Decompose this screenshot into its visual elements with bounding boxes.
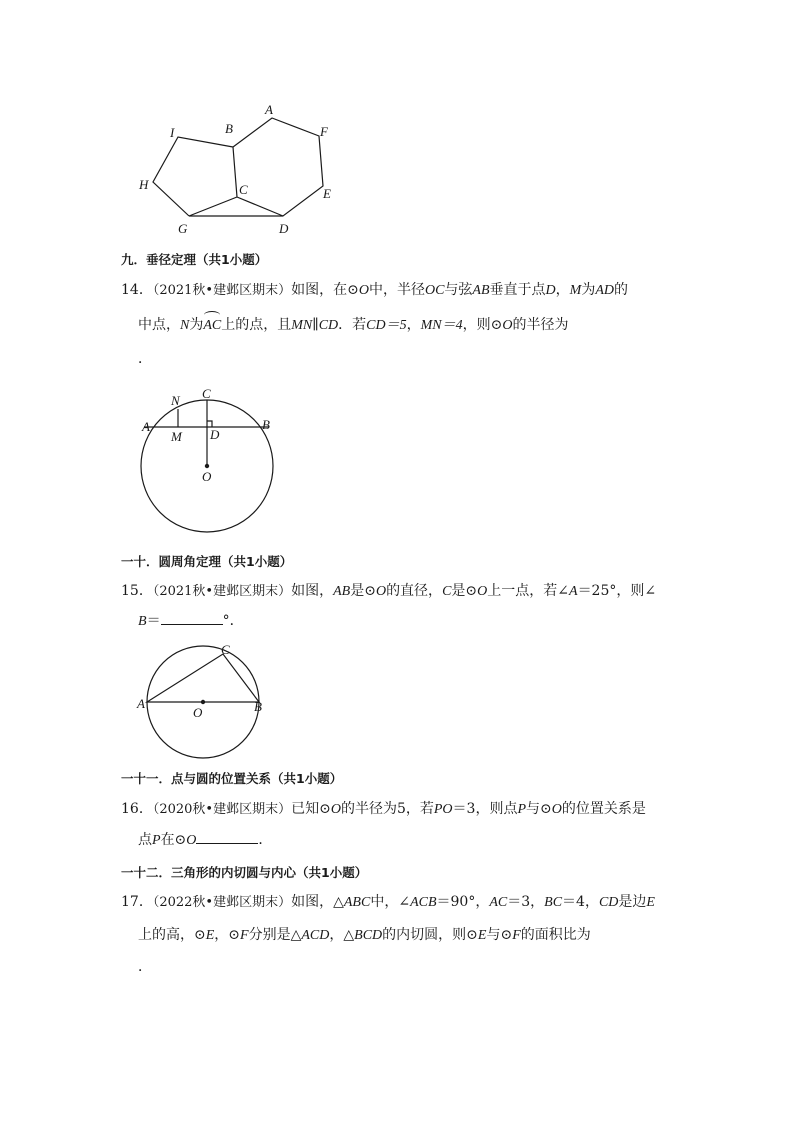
label-e: E: [323, 186, 331, 201]
label-i: I: [170, 125, 175, 140]
q14-label-a: A: [142, 419, 150, 434]
label-f: F: [320, 124, 328, 139]
q14-label-m: M: [171, 429, 182, 444]
section-heading-12: 一十二．三角形的内切圆与内心（共1小题）: [121, 865, 368, 880]
label-c: C: [239, 182, 248, 197]
q16-answer-blank[interactable]: [196, 831, 258, 844]
q15-label-o: O: [193, 705, 203, 720]
q14-label-b: B: [262, 417, 270, 432]
q15-line-1: 15．（2021秋•建邺区期末）如图，AB是⊙O的直径，C是⊙O上一点，若∠A＝25°，则∠: [121, 583, 657, 599]
q15-label-a: A: [137, 696, 145, 711]
q14-circle-figure: [135, 382, 295, 537]
q17-line-end: ．: [138, 959, 152, 975]
label-g: G: [178, 221, 188, 236]
section-heading-11: 一十一．点与圆的位置关系（共1小题）: [121, 771, 343, 786]
q14-center-dot: [205, 464, 209, 468]
segment-gc: [189, 197, 237, 216]
polygon-figure: [130, 95, 360, 240]
q15-label-c: C: [221, 642, 230, 657]
hexagon-edges: [233, 118, 323, 216]
q17-line-2: 上的高，⊙E，⊙F分别是△ACD，△BCD的内切圆，则⊙E与⊙F的面积比为: [138, 927, 591, 943]
q15-circle-figure: [135, 640, 275, 760]
q14-label-d: D: [210, 427, 220, 442]
q15-center-dot: [201, 700, 205, 704]
q17-line-1: 17．（2022秋•建邺区期末）如图，△ABC中，∠ACB＝90°，AC＝3，BC＝4，CD是边E: [121, 894, 655, 910]
section-heading-9: 九．垂径定理（共1小题）: [121, 252, 268, 267]
q14-label-c: C: [202, 386, 211, 401]
label-d: D: [279, 221, 289, 236]
q14-label-n: N: [171, 393, 180, 408]
section-heading-10: 一十．圆周角定理（共1小题）: [121, 554, 293, 569]
q14-line-2: 中点，N为AC上的点，且MN∥CD．若CD＝5，MN＝4，则⊙O的半径为: [138, 317, 569, 333]
q14-line-1: 14．（2021秋•建邺区期末）如图，在⊙O中，半径OC与弦AB垂直于点D，M为AD的: [121, 282, 628, 298]
q15-label-b: B: [254, 699, 262, 714]
q15-line-2: B＝ °．: [138, 613, 244, 629]
q14-line-end: ．: [138, 351, 152, 367]
pentagon-edges: [153, 137, 233, 216]
label-a: A: [265, 102, 273, 117]
arc-ac: AC: [203, 318, 222, 333]
q14-label-o: O: [202, 469, 212, 484]
label-b: B: [225, 121, 233, 136]
q16-line-1: 16．（2020秋•建邺区期末）已知⊙O的半径为5，若PO＝3，则点P与⊙O的位置关系是: [121, 801, 646, 817]
label-h: H: [139, 177, 149, 192]
q16-line-2: 点P在⊙O ．: [138, 832, 273, 848]
q15-answer-blank[interactable]: [161, 612, 223, 625]
